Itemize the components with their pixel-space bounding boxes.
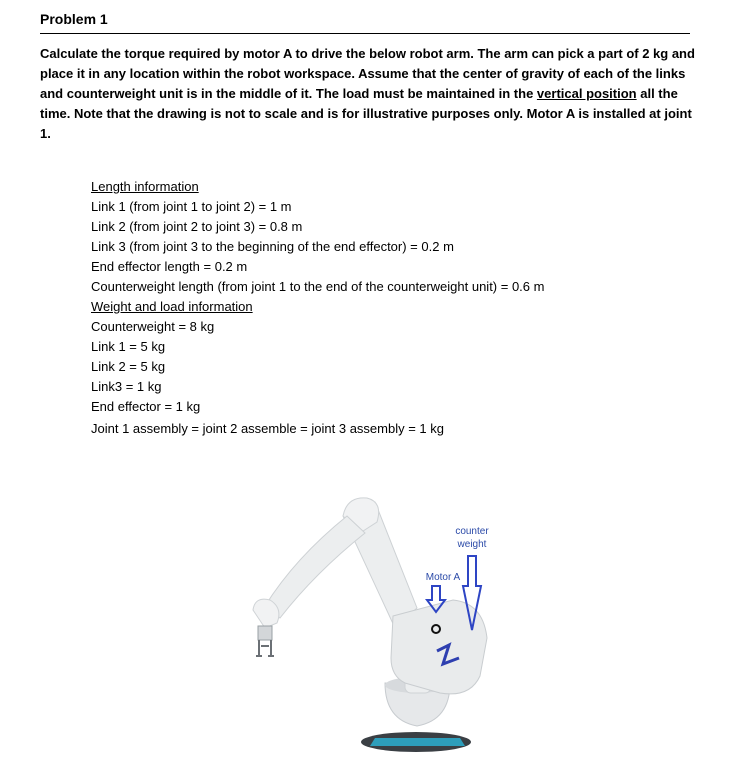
- counterweight-label-line2: weight: [457, 539, 487, 550]
- length-info-heading: Length information: [91, 179, 199, 194]
- weight-item: Link 1 = 5 kg: [91, 339, 166, 354]
- joint-assembly-weight: Joint 1 assembly = joint 2 assemble = joint 3 assembly = 1 kg: [91, 421, 444, 436]
- robot-link-2: [265, 516, 365, 618]
- length-item: Counterweight length (from joint 1 to the end of the counterweight unit) = 0.6 m: [91, 279, 545, 294]
- length-item: Link 2 (from joint 2 to joint 3) = 0.8 m: [91, 219, 303, 234]
- problem-underlined-text: vertical position: [536, 86, 637, 101]
- weight-item: Link3 = 1 kg: [91, 379, 162, 394]
- length-item: End effector length = 0.2 m: [91, 259, 248, 274]
- counterweight-label: [447, 525, 497, 551]
- length-item: Link 1 (from joint 1 to joint 2) = 1 m: [91, 199, 292, 214]
- end-effector-body: [258, 626, 272, 640]
- motor-a-label: Motor A: [425, 572, 461, 583]
- robot-wrist: [253, 599, 279, 628]
- base-accent-light: [370, 738, 465, 746]
- problem-statement: [40, 44, 695, 144]
- counterweight-unit: [391, 600, 487, 694]
- problem-text-2: all the time. Note that the drawing is not to scale and is for illustrative purposes only. Motor A is installed at joint 1.: [40, 86, 692, 141]
- given-information: [91, 177, 691, 439]
- length-item: Link 3 (from joint 3 to the beginning of the end effector) = 0.2 m: [91, 239, 454, 254]
- problem-text-1: Calculate the torque required by motor A to drive the below robot arm. The arm can pick a part of 2 kg and place it in any location within the robot workspace. Assume that the center of gravity of each of the links and counterweight unit is in the middle of it. The load must be maintained in the: [40, 46, 695, 101]
- gripper-fingers: [256, 640, 274, 656]
- weight-item: End effector = 1 kg: [91, 399, 201, 414]
- weight-info-heading: Weight and load information: [91, 299, 253, 314]
- problem-title: Problem 1: [40, 10, 690, 34]
- weight-item: Counterweight = 8 kg: [91, 319, 215, 334]
- robot-arm-figure: [225, 488, 525, 763]
- counterweight-label-line1: counter: [455, 526, 489, 537]
- weight-item: Link 2 = 5 kg: [91, 359, 166, 374]
